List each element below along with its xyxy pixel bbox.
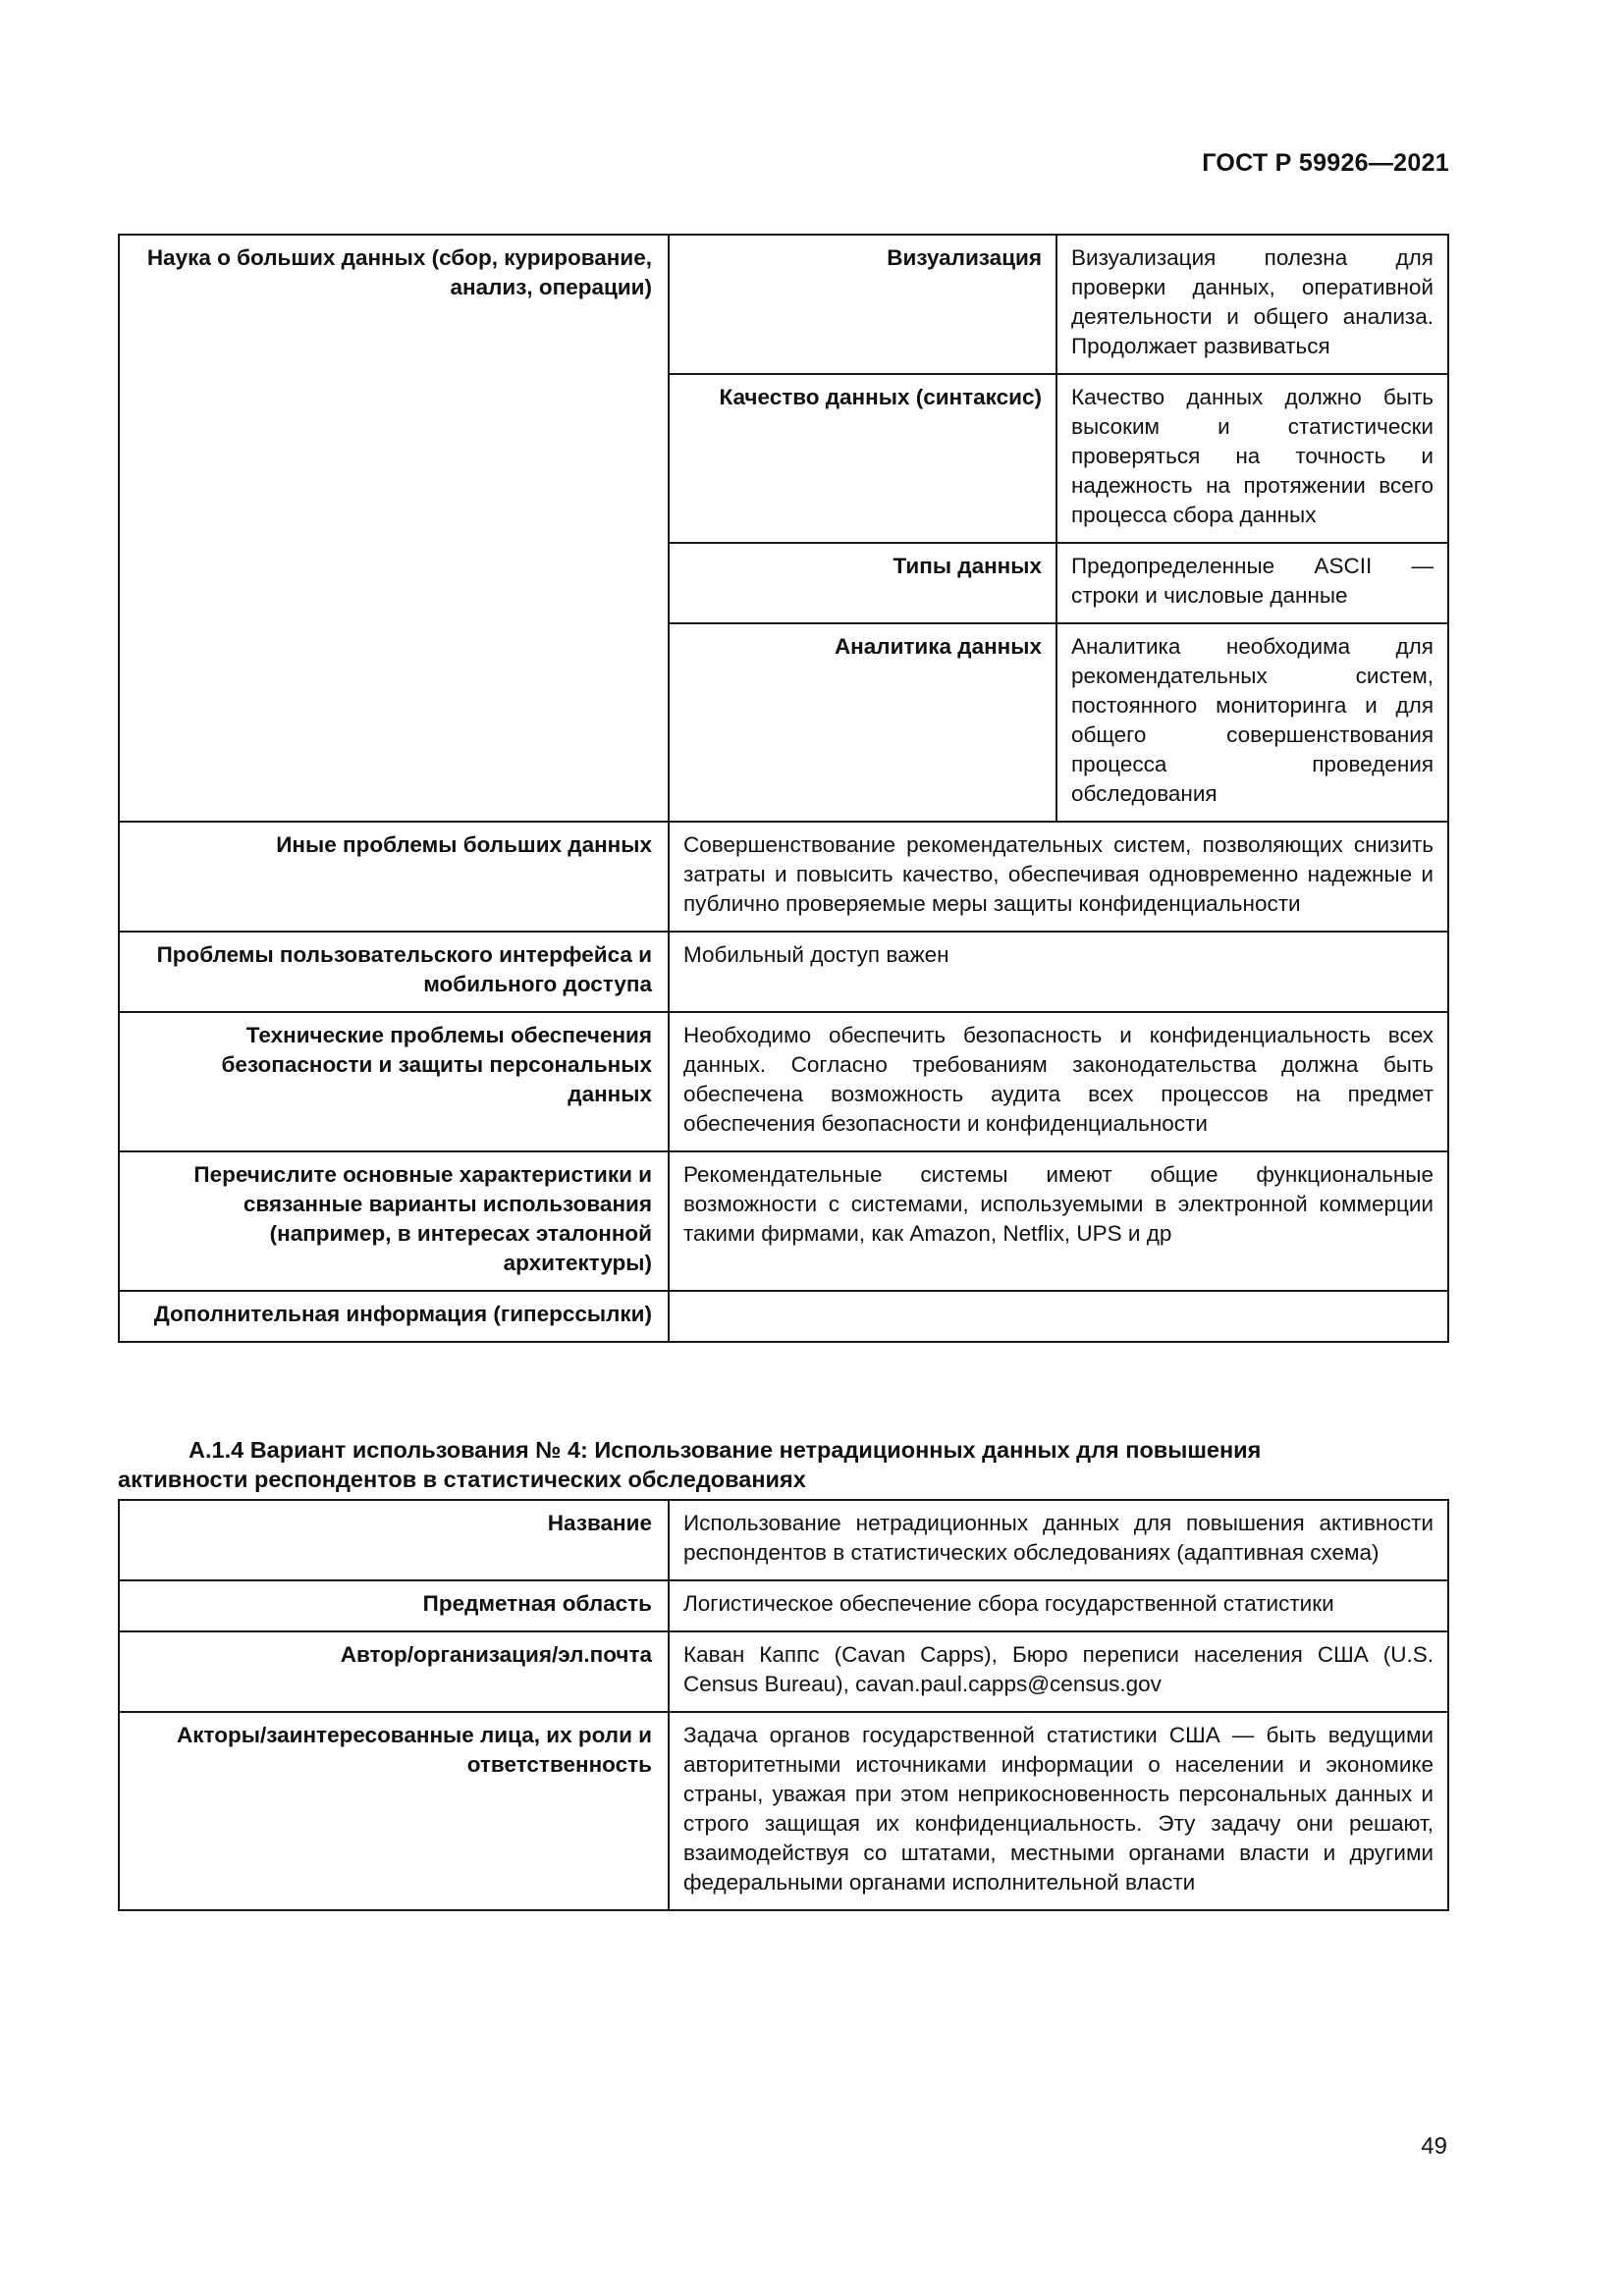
row-label: Название [119, 1500, 669, 1580]
table-row [119, 932, 1448, 1012]
table-row [119, 1012, 1448, 1151]
subrow-text: Предопределенные ASCII — строки и числовые данные [1056, 543, 1447, 623]
row-label: Наука о больших данных (сбор, курирование, анализ, операции) [119, 235, 669, 822]
table-row [119, 1151, 1448, 1291]
big-data-science-subtable [670, 236, 1447, 821]
table-row [119, 1712, 1448, 1910]
row-label: Автор/организация/эл.почта [119, 1631, 669, 1712]
row-text: Рекомендательные системы имеют общие функциональные возможности с системами, используемыми в электронной коммерции такими фирмами, как Amazon, Netflix, UPS и др [669, 1151, 1448, 1291]
use-case-4-table [118, 1499, 1449, 1911]
table-row [119, 822, 1448, 932]
subrow-label: Аналитика данных [670, 623, 1056, 821]
table-row [119, 1500, 1448, 1580]
table-row [119, 1580, 1448, 1631]
row-label: Технические проблемы обеспечения безопасности и защиты персональных данных [119, 1012, 669, 1151]
row-label: Предметная область [119, 1580, 669, 1631]
row-text [669, 1291, 1448, 1342]
subtable-row [670, 236, 1447, 374]
row-label: Проблемы пользовательского интерфейса и мобильного доступа [119, 932, 669, 1012]
row-text: Необходимо обеспечить безопасность и конфиденциальность всех данных. Согласно требованиям законодательства должна быть обеспечена возможность аудита всех процессов на предмет обеспечения безопасности и конфиденциальности [669, 1012, 1448, 1151]
subrow-label: Качество данных (синтаксис) [670, 374, 1056, 543]
row-text: Логистическое обеспечение сбора государственной статистики [669, 1580, 1448, 1631]
row-text: Использование нетрадиционных данных для повышения активности респондентов в статистических обследованиях (адаптивная схема) [669, 1500, 1448, 1580]
subrow-label: Визуализация [670, 236, 1056, 374]
table-row [119, 1631, 1448, 1712]
section-heading-line2: активности респондентов в статистических обследованиях [118, 1467, 806, 1492]
row-label: Перечислите основные характеристики и связанные варианты использования (например, в интересах эталонной архитектуры) [119, 1151, 669, 1291]
row-label: Иные проблемы больших данных [119, 822, 669, 932]
subrow-text: Качество данных должно быть высоким и статистически проверяться на точность и надежность на протяжении всего процесса сбора данных [1056, 374, 1447, 543]
section-heading [118, 1435, 1447, 1494]
subtable-row [670, 543, 1447, 623]
row-text: Задача органов государственной статистики США — быть ведущими авторитетными источниками информации о населении и экономике страны, уважая при этом неприкосновенность персональных данных и строго защищая их конфиденциальность. Эту задачу они решают, взаимодействуя со штатами, местными органами власти и другими федеральными органами исполнительной власти [669, 1712, 1448, 1910]
row-text: Совершенствование рекомендательных систем, позволяющих снизить затраты и повысить качество, обеспечивая одновременно надежные и публично проверяемые меры защиты конфиденциальности [669, 822, 1448, 932]
row-label: Дополнительная информация (гиперссылки) [119, 1291, 669, 1342]
standard-code: ГОСТ Р 59926—2021 [1202, 149, 1449, 177]
row-text: Каван Каппс (Cavan Capps), Бюро переписи населения США (U.S. Census Bureau), cavan.paul.capps@census.gov [669, 1631, 1448, 1712]
subtable-row [670, 374, 1447, 543]
subrow-label: Типы данных [670, 543, 1056, 623]
section-heading-line1: А.1.4 Вариант использования № 4: Использование нетрадиционных данных для повышения [189, 1437, 1262, 1463]
row-text: Мобильный доступ важен [669, 932, 1448, 1012]
row-label: Акторы/заинтересованные лица, их роли и ответственность [119, 1712, 669, 1910]
table-row [119, 1291, 1448, 1342]
subtable-row [670, 623, 1447, 821]
use-case-table-continued [118, 234, 1449, 1343]
subrow-text: Аналитика необходима для рекомендательных систем, постоянного мониторинга и для общего совершенствования процесса проведения обследования [1071, 634, 1434, 806]
subrow-text: Визуализация полезна для проверки данных, оперативной деятельности и общего анализа. Продолжает развиваться [1056, 236, 1447, 374]
table-row-big-data-science [119, 235, 1448, 822]
subrows-container [669, 235, 1448, 822]
page-number: 49 [1421, 2133, 1447, 2160]
